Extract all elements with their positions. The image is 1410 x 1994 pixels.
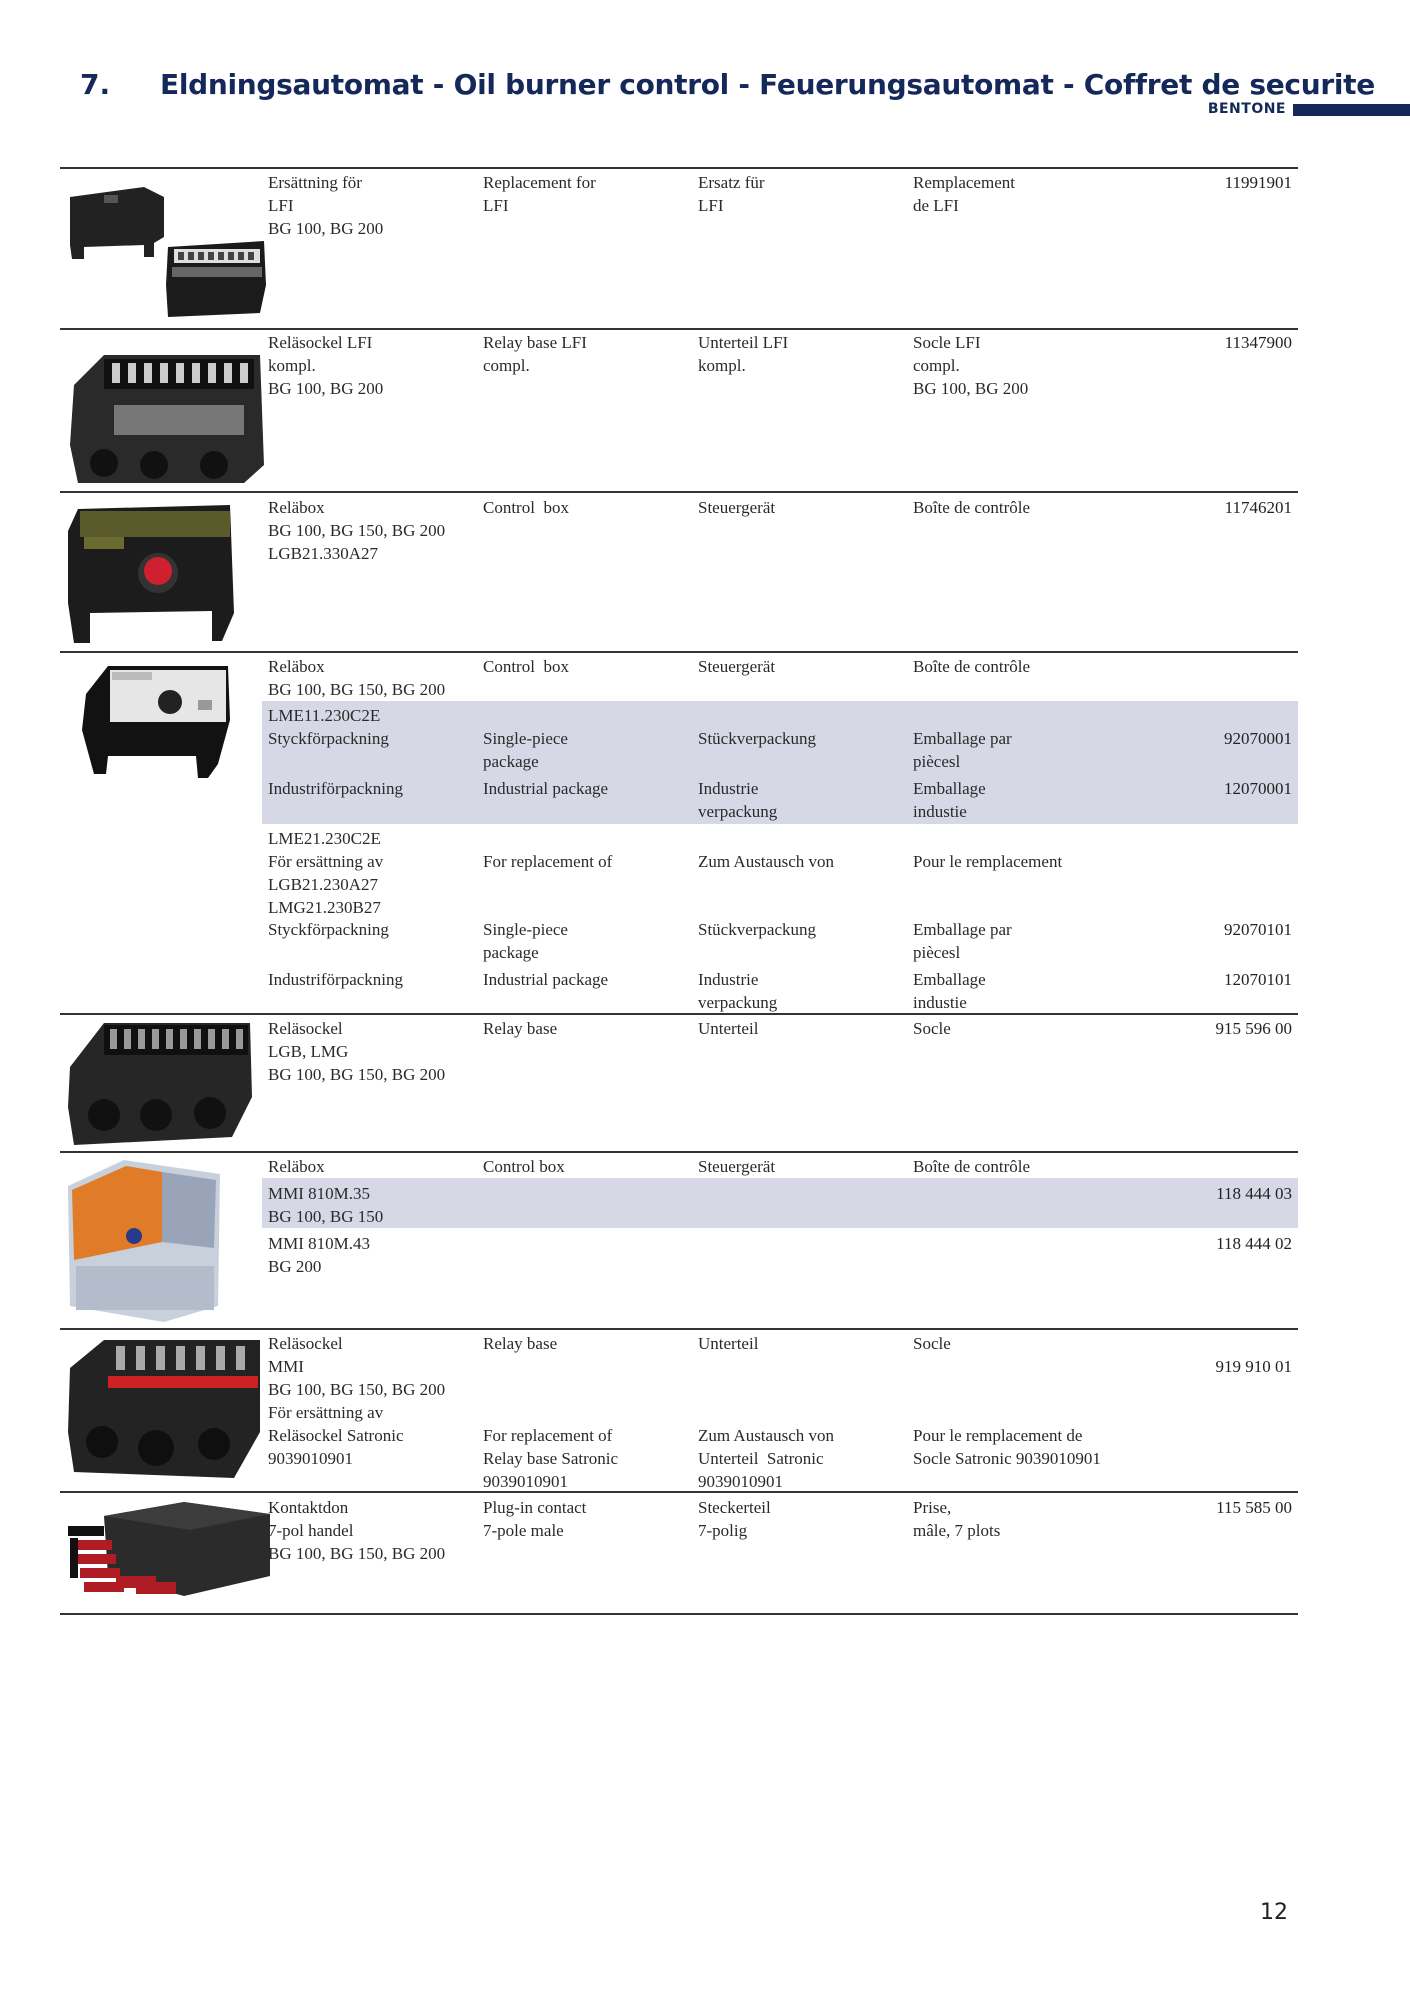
highlight-band — [262, 701, 1298, 824]
row6-en-text: Control box — [483, 1157, 565, 1176]
row6-model-a: MMI 810M.35 BG 100, BG 150 — [268, 1184, 384, 1226]
row4-replacement-en: For replacement of — [483, 852, 613, 871]
row1-de-text: Ersatz für LFI — [698, 173, 765, 215]
row4-single-fr: Emballage par piècesl — [913, 729, 1012, 771]
row4-industrial-fr: Emballage industie — [913, 779, 986, 821]
row4-replacement-de: Zum Austausch von — [698, 852, 834, 871]
row6-model-b-article-number: 118 444 02 — [1216, 1234, 1292, 1253]
row8-fr-text: Prise, mâle, 7 plots — [913, 1498, 1001, 1540]
row7-replacement-en: For replacement of Relay base Satronic 9039010901 — [483, 1426, 619, 1491]
row-divider — [60, 328, 1298, 330]
row4-single2-sv: Styckförpackning — [268, 920, 389, 939]
row4-single2-article-number: 92070101 — [1224, 920, 1292, 939]
row1-sv-text: Ersättning för LFI BG 100, BG 200 — [268, 173, 384, 238]
row7-fr-text: Socle — [913, 1334, 951, 1353]
row4-industrial2-en: Industrial package — [483, 970, 609, 989]
row-divider — [60, 1328, 1298, 1330]
control-box-lme-image — [78, 660, 238, 780]
row4-industrial-sv: Industriförpackning — [268, 779, 404, 798]
row3-de-text: Steuergerät — [698, 498, 776, 517]
row4-replacement-sv: För ersättning av LGB21.230A27 LMG21.230B27 — [268, 852, 384, 917]
row7-article-number: 919 910 01 — [1215, 1357, 1292, 1376]
control-box-mmi-image — [64, 1156, 224, 1324]
row3-sv-text: Reläbox BG 100, BG 150, BG 200 LGB21.330A27 — [268, 498, 446, 563]
row3-article-number: 11746201 — [1224, 498, 1292, 517]
row7-replacement-de: Zum Austausch von Unterteil Satronic 9039010901 — [698, 1426, 834, 1491]
page-title: Eldningsautomat - Oil burner control - Feuerungsautomat - Coffret de securite — [160, 68, 1375, 101]
row1-en-text: Replacement for LFI — [483, 173, 596, 215]
relay-base-lfi-image — [64, 345, 274, 485]
row4-industrial2-article-number: 12070101 — [1224, 970, 1292, 989]
row6-model-a-article-number: 118 444 03 — [1216, 1184, 1292, 1203]
row4-industrial-de: Industrie verpackung — [698, 779, 778, 821]
row1-article-number: 11991901 — [1224, 173, 1292, 192]
plug-connector-image — [64, 1496, 272, 1608]
row2-fr-text: Socle LFI compl. BG 100, BG 200 — [913, 333, 1029, 398]
row5-fr-text: Socle — [913, 1019, 951, 1038]
row4-industrial-en: Industrial package — [483, 779, 609, 798]
page-number: 12 — [1260, 1900, 1288, 1925]
row5-de-text: Unterteil — [698, 1019, 759, 1038]
row4-single-de: Stückverpackung — [698, 729, 817, 748]
row4-en-text: Control box — [483, 657, 569, 676]
control-box-lgb-image — [64, 503, 239, 646]
row7-sv-text: Reläsockel MMI BG 100, BG 150, BG 200 För ersättning av Reläsockel Satronic 9039010901 — [268, 1334, 446, 1468]
row3-fr-text: Boîte de contrôle — [913, 498, 1031, 517]
row-divider — [60, 651, 1298, 653]
row4-single2-de: Stückverpackung — [698, 920, 817, 939]
row2-sv-text: Reläsockel LFI kompl. BG 100, BG 200 — [268, 333, 384, 398]
brand-logo: BENTONE — [1207, 101, 1286, 117]
row4-single2-en: Single-piece package — [483, 920, 568, 962]
row4-industrial2-de: Industrie verpackung — [698, 970, 778, 1012]
relay-base-lgb-image — [64, 1017, 256, 1149]
row2-en-text: Relay base LFI compl. — [483, 333, 587, 375]
row3-en-text: Control box — [483, 498, 569, 517]
row-divider — [60, 1613, 1298, 1615]
brand-bar — [1293, 104, 1410, 116]
lfi-control-image — [64, 175, 274, 323]
row4-model-lme11: LME11.230C2E — [268, 706, 381, 725]
row1-fr-text: Remplacement de LFI — [913, 173, 1015, 215]
row7-replacement-fr: Pour le remplacement de Socle Satronic 9039010901 — [913, 1426, 1101, 1468]
row4-industrial2-sv: Industriförpackning — [268, 970, 404, 989]
row2-article-number: 11347900 — [1224, 333, 1292, 352]
row4-model-lme21: LME21.230C2E — [268, 829, 381, 848]
row8-sv-text: Kontaktdon 7-pol handel BG 100, BG 150, BG 200 — [268, 1498, 446, 1563]
row4-single-sv: Styckförpackning — [268, 729, 389, 748]
row4-industrial2-fr: Emballage industie — [913, 970, 986, 1012]
relay-base-mmi-image — [64, 1332, 266, 1482]
row6-fr-text: Boîte de contrôle — [913, 1157, 1031, 1176]
row-divider — [60, 1491, 1298, 1493]
row-divider — [60, 1013, 1298, 1015]
row7-de-text: Unterteil — [698, 1334, 759, 1353]
row4-industrial-article-number: 12070001 — [1224, 779, 1292, 798]
section-number: 7. — [80, 68, 111, 101]
row5-article-number: 915 596 00 — [1215, 1019, 1292, 1038]
row6-de-text: Steuergerät — [698, 1157, 776, 1176]
row-divider — [60, 167, 1298, 169]
row4-single2-fr: Emballage par piècesl — [913, 920, 1012, 962]
row6-sv-text: Reläbox — [268, 1157, 325, 1176]
row8-article-number: 115 585 00 — [1216, 1498, 1292, 1517]
row6-model-b: MMI 810M.43 BG 200 — [268, 1234, 371, 1276]
row4-de-text: Steuergerät — [698, 657, 776, 676]
row4-replacement-fr: Pour le remplacement — [913, 852, 1063, 871]
row4-fr-text: Boîte de contrôle — [913, 657, 1031, 676]
row4-single-en: Single-piece package — [483, 729, 568, 771]
row8-de-text: Steckerteil 7-polig — [698, 1498, 771, 1540]
row-divider — [60, 1151, 1298, 1153]
row8-en-text: Plug-in contact 7-pole male — [483, 1498, 587, 1540]
row5-sv-text: Reläsockel LGB, LMG BG 100, BG 150, BG 200 — [268, 1019, 446, 1084]
highlight-band — [262, 1178, 1298, 1228]
row-divider — [60, 491, 1298, 493]
row7-en-text: Relay base — [483, 1334, 558, 1353]
row4-single-article-number: 92070001 — [1224, 729, 1292, 748]
row5-en-text: Relay base — [483, 1019, 558, 1038]
row4-sv-text: Reläbox BG 100, BG 150, BG 200 — [268, 657, 446, 699]
row2-de-text: Unterteil LFI kompl. — [698, 333, 789, 375]
